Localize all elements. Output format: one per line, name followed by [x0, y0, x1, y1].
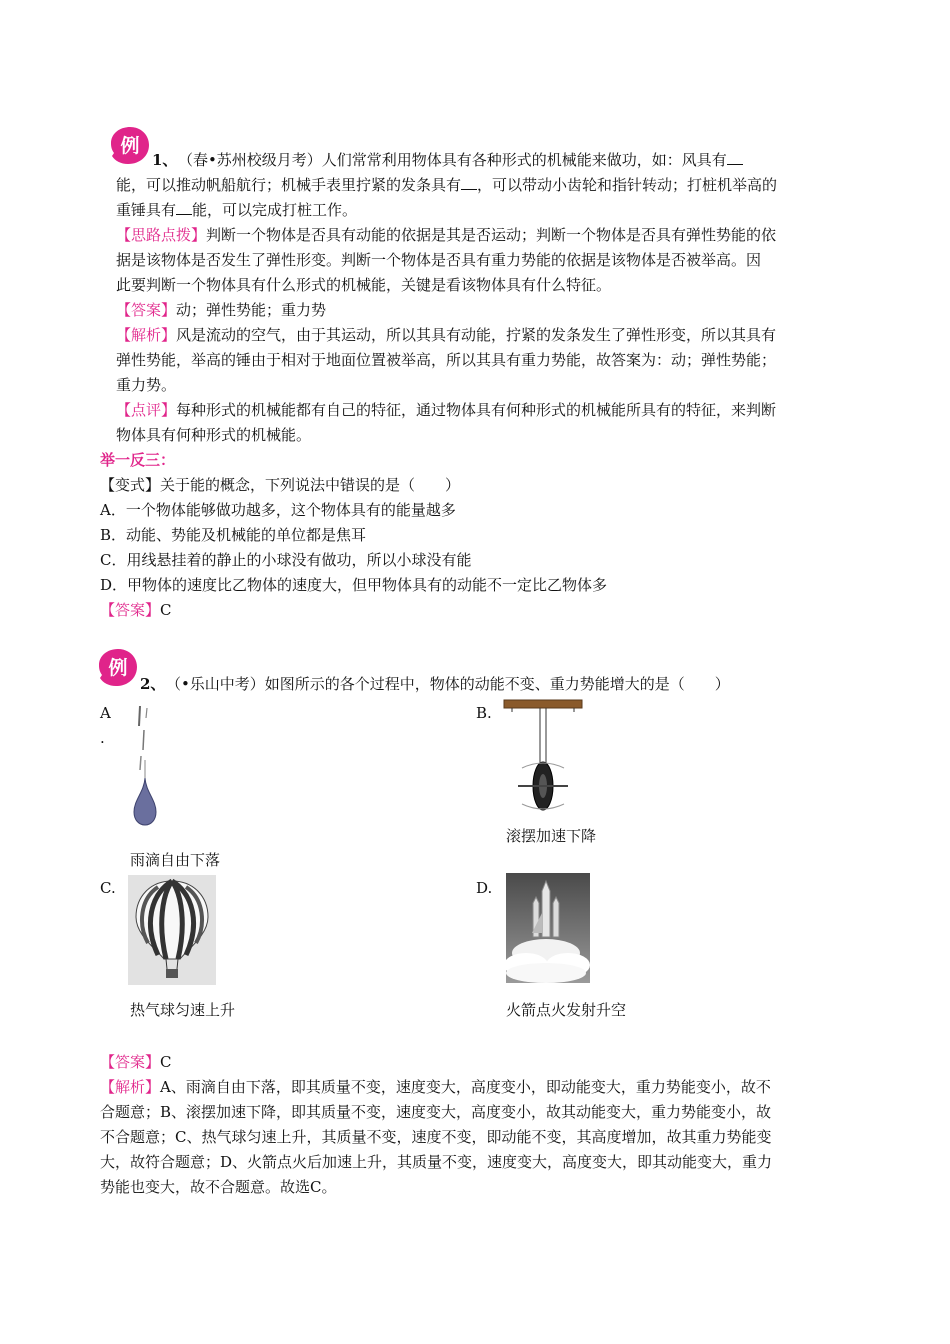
ex1-jiexi-line3: 重力势。 — [116, 376, 177, 394]
ex1-blank-2 — [461, 175, 477, 190]
variant-answer: 【答案】C — [100, 601, 172, 619]
option-d-label: D. — [476, 879, 493, 897]
variant-option-b: B．动能、势能及机械能的单位都是焦耳 — [100, 526, 367, 544]
caption-d: 火箭点火发射升空 — [506, 1001, 627, 1019]
ex1-blank-1 — [727, 150, 743, 165]
option-b-label: B. — [476, 704, 492, 722]
tag-jiexi: 【解析】 — [116, 326, 177, 344]
example-badge-2-char: 例 — [108, 657, 128, 679]
ex1-blank-3 — [176, 200, 192, 215]
example-badge-1 — [108, 124, 152, 168]
caption-c: 热气球匀速上升 — [130, 1001, 236, 1019]
ex2-jiexi-line3: 不合题意；C、热气球匀速上升，其质量不变，速度不变，即动能不变，其高度增加，故其重力势能变 — [100, 1128, 772, 1146]
ex1-line1: 1、 （春•苏州校级月考）人们常常利用物体具有各种形式的机械能来做功，如：风具有 — [152, 150, 743, 170]
ex2-jiexi-line2: 合题意；B、滚摆加速下降，即其质量不变，速度变大，高度变小，故其动能变大，重力势能变小，故 — [100, 1103, 772, 1121]
ex1-dianping-line2: 物体具有何种形式的机械能。 — [116, 426, 312, 444]
variant-question: 【变式】关于能的概念，下列说法中错误的是（ ） — [100, 476, 461, 494]
ex2-jiexi-line5: 势能也变大，故不合题意。故选C。 — [100, 1178, 337, 1196]
hot-air-balloon-figure — [128, 875, 216, 985]
ex1-silu-line3: 此要判断一个物体具有什么形式的机械能，关键是看该物体具有什么特征。 — [116, 276, 612, 294]
ex2-jiexi-line1: 【解析】A、雨滴自由下落，即其质量不变，速度变大，高度变小，即动能变大，重力势能变小，故不 — [100, 1078, 771, 1096]
variant-heading: 举一反三： — [100, 451, 176, 469]
ex1-dianping-line1: 【点评】每种形式的机械能都有自己的特征，通过物体具有何种形式的机械能所具有的特征，来判断 — [116, 401, 777, 419]
raindrop-figure — [126, 700, 166, 830]
caption-a: 雨滴自由下落 — [130, 851, 221, 869]
ex1-jiexi-line2: 弹性势能，举高的锤由于相对于地面位置被举高，所以其具有重力势能，故答案为：动；弹性势能； — [116, 351, 777, 369]
ex1-answer: 【答案】动；弹性势能；重力势 — [116, 301, 327, 319]
rocket-launch-figure — [506, 873, 590, 983]
ex1-line3: 重锤具有 能，可以完成打桩工作。 — [116, 201, 358, 219]
ex1-line2: 能，可以推动帆船航行；机械手表里拧紧的发条具有 ，可以带动小齿轮和指针转动；打桩机举高的 — [116, 176, 778, 194]
caption-b: 滚摆加速下降 — [506, 827, 597, 845]
example-badge-1-char: 例 — [120, 135, 140, 157]
option-c-label: C. — [100, 879, 116, 897]
variant-option-c: C．用线悬挂着的静止的小球没有做功，所以小球没有能 — [100, 551, 472, 569]
variant-option-d: D．甲物体的速度比乙物体的速度大，但甲物体具有的动能不一定比乙物体多 — [100, 576, 608, 594]
tag-jiexi: 【解析】 — [100, 1078, 161, 1096]
maxwell-pendulum-figure — [500, 698, 586, 820]
ex2-number: 2、 — [140, 675, 166, 693]
option-a-label: A — [100, 704, 111, 722]
tag-answer: 【答案】 — [100, 1053, 161, 1071]
option-a-dot: . — [100, 729, 105, 747]
ex1-jiexi-line1: 【解析】风是流动的空气，由于其运动，所以其具有动能，拧紧的发条发生了弹性形变，所以其具有 — [116, 326, 777, 344]
ex1-number: 1、 — [152, 151, 178, 169]
ex2-jiexi-line4: 大，故符合题意；D、火箭点火后加速上升，其质量不变，速度变大，高度变大，即其动能变大，重力 — [100, 1153, 773, 1171]
tag-answer: 【答案】 — [116, 301, 177, 319]
example-badge-2 — [96, 646, 140, 690]
ex1-silu-line1: 【思路点拨】判断一个物体是否具有动能的依据是其是否运动；判断一个物体是否具有弹性势能的依 — [116, 226, 777, 244]
tag-silu: 【思路点拨】 — [116, 226, 207, 244]
variant-option-a: A．一个物体能够做功越多，这个物体具有的能量越多 — [100, 501, 456, 519]
ex2-answer: 【答案】C — [100, 1053, 172, 1071]
ex2-question-line: 2、 （•乐山中考）如图所示的各个过程中，物体的动能不变、重力势能增大的是（ ） — [140, 675, 730, 693]
tag-answer: 【答案】 — [100, 601, 161, 619]
tag-dianping: 【点评】 — [116, 401, 177, 419]
ex1-silu-line2: 据是该物体是否发生了弹性形变。判断一个物体是否具有重力势能的依据是该物体是否被举高。因 — [116, 251, 762, 269]
